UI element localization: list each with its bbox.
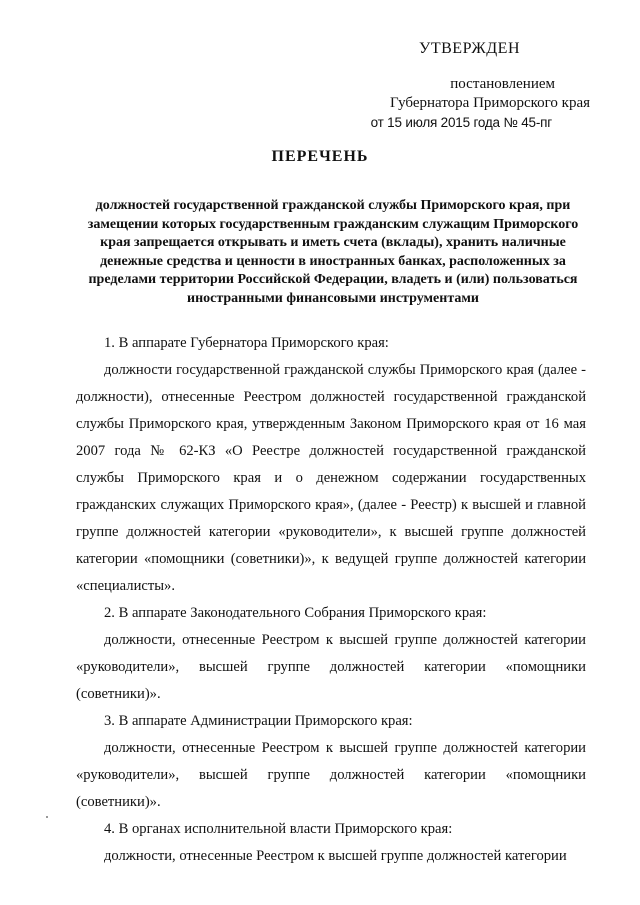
approval-line-governor: Губернатора Приморского края [390,95,590,111]
document-subtitle: должностей государственной гражданской службы Приморского края, при замещении которых государственным гражданским служащим Приморского края запрещается открывать и иметь счета (вклады), хранить наличные денежные средства и ценности в иностранных банках, расположенных за пределами территории Российской Федерации, владеть и (или) пользоваться иностранными финансовыми инструментами [87,198,579,306]
document-title: ПЕРЕЧЕНЬ [271,148,369,165]
approval-line-resolution: постановлением [450,76,555,92]
section-heading-1: 1. В аппарате Губернатора Приморского края: [104,335,389,351]
approval-line-date: от 15 июля 2015 года № 45-пг [370,115,552,130]
section-text-4: должности, отнесенные Реестром к высшей группе должностей категории [104,848,567,864]
document-body [76,330,586,870]
approved-stamp-title: УТВЕРЖДЕН [419,40,520,57]
section-heading-2: 2. В аппарате Законодательного Собрания Приморского края: [104,605,487,621]
section-heading-4: 4. В органах исполнительной власти Приморского края: [104,821,453,837]
section-text-3: должности, отнесенные Реестром к высшей группе должностей категории «руководители», высшей группе должностей категории «помощники (советники)». [76,740,586,810]
section-text-1: должности государственной гражданской службы Приморского края (далее - должности), отнесенные Реестром должностей государственной гражданской службы Приморского края, утвержденным Законом Приморского края от 16 мая 2007 года № 62-КЗ «О Реестре должностей государственной гражданской службы Приморского края и о денежном содержании государственных гражданских служащих Приморского края», (далее - Реестр) к высшей и главной группе должностей категории «руководители», к высшей группе должностей категории «помощники (советники)», к ведущей группе должностей категории «специалисты». [76,362,586,594]
section-text-2: должности, отнесенные Реестром к высшей группе должностей категории «руководители», высшей группе должностей категории «помощники (советники)». [76,632,586,702]
approval-block [350,40,590,132]
section-heading-3: 3. В аппарате Администрации Приморского края: [104,713,413,729]
scan-speck [46,816,48,818]
